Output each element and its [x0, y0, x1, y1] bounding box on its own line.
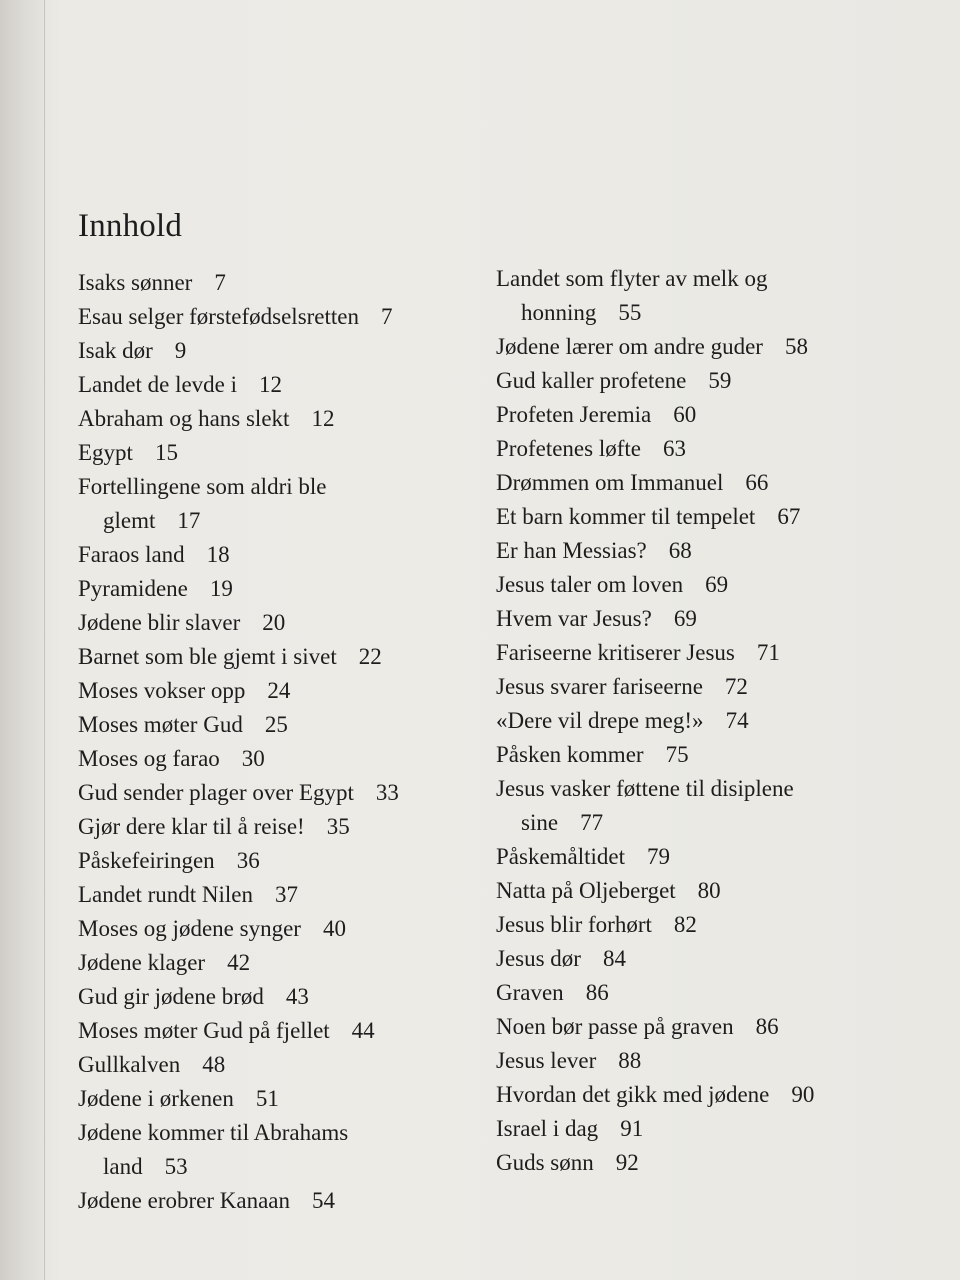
toc-entry-page-number: 24: [267, 678, 291, 703]
toc-entry-page-number: 12: [259, 372, 283, 397]
toc-entry-page-number: 75: [665, 742, 689, 767]
toc-entry-title-continued: land: [103, 1154, 143, 1179]
toc-entry-page-number: 84: [602, 946, 626, 971]
toc-entry-page-number: 66: [745, 470, 769, 495]
toc-entry: [496, 364, 936, 398]
toc-entry: [78, 980, 478, 1014]
toc-entry: [78, 1082, 478, 1116]
toc-entry-title: Påskemåltidet: [496, 844, 626, 869]
toc-entry: [78, 436, 478, 470]
toc-entry-page-number: 77: [580, 810, 604, 835]
toc-entry: [78, 1184, 478, 1218]
toc-entry-title: Er han Messias?: [496, 538, 647, 563]
toc-entry-page-number: 71: [756, 640, 780, 665]
toc-entry: [496, 636, 936, 670]
toc-entry-page-number: 22: [358, 644, 382, 669]
toc-entry-title: Isaks sønner: [78, 270, 193, 295]
toc-entry: [78, 1116, 478, 1184]
toc-entry-page-number: 72: [724, 674, 748, 699]
toc-entry: [496, 704, 936, 738]
toc-entry-page-number: 7: [381, 304, 393, 329]
toc-entry-title: Landet rundt Nilen: [78, 882, 254, 907]
toc-entry: [496, 330, 936, 364]
toc-entry: [496, 976, 936, 1010]
toc-entry-page-number: 20: [262, 610, 286, 635]
toc-entry-page-number: 40: [322, 916, 346, 941]
toc-entry: [496, 262, 936, 330]
toc-entry-title: Pyramidene: [78, 576, 188, 601]
toc-entry-title: Abraham og hans slekt: [78, 406, 290, 431]
toc-entry-page-number: 92: [615, 1150, 639, 1175]
toc-entry-page-number: 19: [209, 576, 233, 601]
toc-entry-page-number: 7: [214, 270, 226, 295]
toc-entry-title: Jesus taler om loven: [496, 572, 684, 597]
toc-entry: [78, 470, 478, 538]
toc-entry: [78, 674, 478, 708]
toc-entry: [78, 402, 478, 436]
toc-entry-title: Moses møter Gud: [78, 712, 243, 737]
toc-entry-page-number: 91: [620, 1116, 644, 1141]
toc-entry-page-number: 59: [708, 368, 732, 393]
toc-entry: [496, 1112, 936, 1146]
toc-entry-title: Jødene i ørkenen: [78, 1086, 234, 1111]
toc-entry: [496, 602, 936, 636]
toc-entry-title: Påsken kommer: [496, 742, 644, 767]
toc-entry-title-continued: honning: [521, 300, 597, 325]
page-title: Innhold: [78, 208, 183, 244]
toc-entry: [78, 1014, 478, 1048]
toc-entry-title: Jesus vasker føttene til disiplene: [496, 776, 794, 801]
toc-entry-page-number: 18: [206, 542, 230, 567]
toc-entry-title: Jesus svarer fariseerne: [496, 674, 703, 699]
toc-entry-title: Profetenes løfte: [496, 436, 641, 461]
toc-entry-page-number: 35: [326, 814, 350, 839]
toc-entry: [78, 878, 478, 912]
toc-entry-page-number: 25: [264, 712, 288, 737]
toc-entry: [496, 874, 936, 908]
toc-entry-title: Jødene klager: [78, 950, 206, 975]
toc-entry-title-continued: glemt: [103, 508, 156, 533]
toc-entry: [496, 738, 936, 772]
toc-entry: [496, 1010, 936, 1044]
toc-entry-title: Landet som flyter av melk og: [496, 266, 768, 291]
toc-entry: [496, 466, 936, 500]
toc-entry-title: Jødene lærer om andre guder: [496, 334, 763, 359]
toc-entry-title: Jesus blir forhørt: [496, 912, 652, 937]
toc-entry-title: «Dere vil drepe meg!»: [496, 708, 704, 733]
toc-entry-title: Jesus lever: [496, 1048, 597, 1073]
toc-entry-title: Moses vokser opp: [78, 678, 246, 703]
toc-entry-page-number: 88: [618, 1048, 642, 1073]
toc-entry: [78, 606, 478, 640]
toc-entry-title: Gullkalven: [78, 1052, 181, 1077]
toc-entry-page-number: 74: [725, 708, 749, 733]
toc-entry: [496, 908, 936, 942]
toc-entry-page-number: 60: [673, 402, 697, 427]
toc-entry-page-number: 68: [668, 538, 692, 563]
toc-entry: [78, 300, 478, 334]
toc-entry: [78, 912, 478, 946]
toc-entry-page-number: 42: [227, 950, 251, 975]
toc-entry-page-number: 17: [177, 508, 201, 533]
toc-entry: [78, 844, 478, 878]
toc-entry-title: Esau selger førstefødselsretten: [78, 304, 360, 329]
toc-entry: [78, 572, 478, 606]
toc-entry-page-number: 48: [202, 1052, 226, 1077]
toc-right-column: [496, 262, 936, 1180]
toc-entry: [78, 538, 478, 572]
toc-entry-page-number: 53: [164, 1154, 188, 1179]
toc-entry: [78, 334, 478, 368]
toc-entry: [496, 840, 936, 874]
toc-entry-page-number: 79: [647, 844, 671, 869]
toc-entry-page-number: 51: [255, 1086, 279, 1111]
toc-entry: [496, 1044, 936, 1078]
toc-entry-page-number: 67: [777, 504, 801, 529]
toc-entry-page-number: 86: [755, 1014, 779, 1039]
toc-entry-page-number: 54: [312, 1188, 335, 1213]
toc-entry: [496, 1146, 936, 1180]
toc-entry-title: Barnet som ble gjemt i sivet: [78, 644, 337, 669]
toc-entry-title: Gud gir jødene brød: [78, 984, 264, 1009]
toc-entry-title: Jesus dør: [496, 946, 581, 971]
toc-entry-title: Noen bør passe på graven: [496, 1014, 734, 1039]
toc-entry: [496, 568, 936, 602]
toc-entry-page-number: 44: [351, 1018, 375, 1043]
toc-entry-page-number: 86: [585, 980, 609, 1005]
toc-entry: [78, 640, 478, 674]
toc-entry-page-number: 36: [236, 848, 260, 873]
toc-entry: [496, 398, 936, 432]
toc-entry-page-number: 9: [174, 338, 187, 363]
toc-entry-title: Moses møter Gud på fjellet: [78, 1018, 330, 1043]
toc-entry-title: Et barn kommer til tempelet: [496, 504, 756, 529]
toc-entry-title: Isak dør: [78, 338, 153, 363]
toc-entry-page-number: 33: [375, 780, 399, 805]
toc-entry-page-number: 37: [275, 882, 299, 907]
toc-entry: [78, 810, 478, 844]
toc-entry-continuation: [496, 806, 936, 840]
toc-entry-page-number: 80: [697, 878, 721, 903]
toc-entry-page-number: 69: [673, 606, 697, 631]
toc-entry: [496, 534, 936, 568]
toc-entry-title: Jødene blir slaver: [78, 610, 241, 635]
toc-entry-title: Jødene erobrer Kanaan: [78, 1188, 290, 1213]
toc-entry-title: Landet de levde i: [78, 372, 238, 397]
toc-entry-title: Profeten Jeremia: [496, 402, 652, 427]
toc-entry: [496, 500, 936, 534]
toc-entry: [78, 1048, 478, 1082]
toc-entry-title: Jødene kommer til Abrahams: [78, 1120, 349, 1145]
toc-entry-title: Drømmen om Immanuel: [496, 470, 724, 495]
toc-entry-title: Guds sønn: [496, 1150, 594, 1175]
toc-entry-title: Moses og farao: [78, 746, 220, 771]
toc-entry-continuation: [78, 1150, 478, 1184]
toc-entry-title: Faraos land: [78, 542, 185, 567]
toc-entry-title-continued: sine: [521, 810, 559, 835]
toc-entry-page-number: 90: [791, 1082, 815, 1107]
toc-entry-title: Graven: [496, 980, 564, 1005]
toc-entry: [78, 266, 478, 300]
toc-entry-title: Gud kaller profetene: [496, 368, 687, 393]
toc-entry: [78, 776, 478, 810]
toc-entry-page-number: 55: [618, 300, 642, 325]
toc-entry-title: Hvordan det gikk med jødene: [496, 1082, 770, 1107]
toc-entry: [496, 1078, 936, 1112]
toc-entry-title: Gud sender plager over Egypt: [78, 780, 354, 805]
toc-entry-page-number: 12: [311, 406, 335, 431]
toc-entry-title: Fortellingene som aldri ble: [78, 474, 327, 499]
toc-entry-page-number: 30: [241, 746, 265, 771]
toc-entry-continuation: [78, 504, 478, 538]
toc-entry-title: Israel i dag: [496, 1116, 599, 1141]
toc-entry-page-number: 63: [662, 436, 686, 461]
toc-entry-title: Fariseerne kritiserer Jesus: [496, 640, 735, 665]
toc-entry-title: Egypt: [78, 440, 133, 465]
toc-entry: [496, 670, 936, 704]
toc-entry-page-number: 15: [154, 440, 178, 465]
toc-entry: [78, 368, 478, 402]
toc-entry: [496, 772, 936, 840]
toc-entry: [78, 742, 478, 776]
toc-entry-page-number: 58: [784, 334, 808, 359]
toc-entry-title: Moses og jødene synger: [78, 916, 301, 941]
toc-entry: [496, 942, 936, 976]
toc-entry-title: Påskefeiringen: [78, 848, 215, 873]
toc-entry-title: Hvem var Jesus?: [496, 606, 652, 631]
toc-entry-page-number: 82: [673, 912, 697, 937]
toc-entry: [78, 946, 478, 980]
toc-entry: [78, 708, 478, 742]
toc-left-column: [78, 266, 478, 1218]
toc-entry-page-number: 43: [285, 984, 309, 1009]
toc-entry: [496, 432, 936, 466]
toc-entry-title: Gjør dere klar til å reise!: [78, 814, 305, 839]
book-spine-shadow: [0, 0, 48, 1280]
toc-entry-title: Natta på Oljeberget: [496, 878, 676, 903]
toc-entry-page-number: 69: [705, 572, 729, 597]
spine-edge-line: [44, 0, 45, 1280]
toc-entry-continuation: [496, 296, 936, 330]
